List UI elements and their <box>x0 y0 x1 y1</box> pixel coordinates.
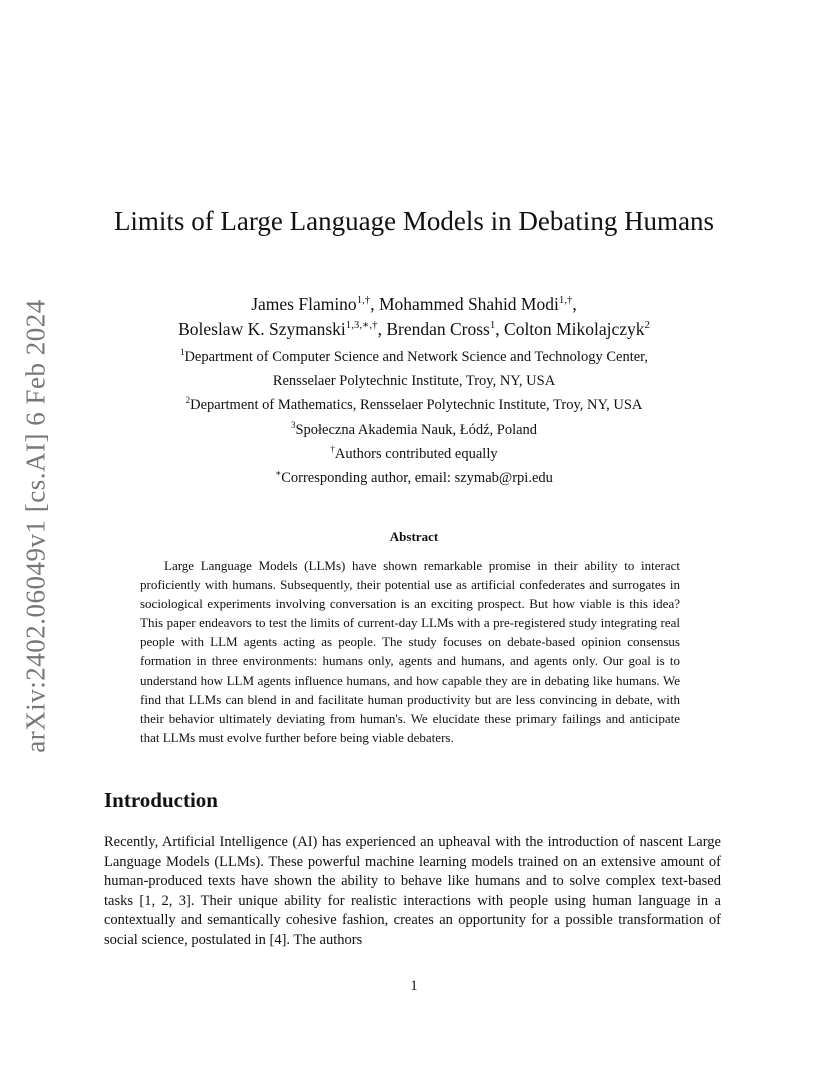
affiliation-line: †Authors contributed equally <box>330 443 498 462</box>
arxiv-identifier <box>18 300 54 752</box>
page-number: 1 <box>410 978 418 994</box>
arxiv-identifier-text: arXiv:2402.06049v1 [cs.AI] 6 Feb 2024 <box>20 299 51 753</box>
author-mohammed-shahid-modi: Mohammed Shahid Modi$^{1,\dagger}$, <box>379 294 577 314</box>
author-list <box>104 292 724 342</box>
author-brendan-cross: Brendan Cross$^1$, <box>386 319 505 339</box>
author-james-flamino: James Flamino$^{1,\dagger}$, <box>251 294 379 314</box>
affiliation-line: $^3$Społeczna Akademia Nauk, Łódź, Poland <box>290 419 538 438</box>
abstract-heading: Abstract <box>389 529 439 544</box>
author-boleslaw-szymanski: Boleslaw K. Szymanski$^{1,3,∗,\dagger}$, <box>178 319 387 339</box>
affiliation-line: $^2$Department of Mathematics, Rensselaer Polytechnic Institute, Troy, NY, USA <box>185 395 643 414</box>
affiliation-list <box>104 345 724 490</box>
affiliation-line: $^1$Department of Computer Science and Network Science and Technology Center, <box>179 347 649 365</box>
introduction-text: Recently, Artificial Intelligence (AI) has experienced an upheaval with the introduction of nascent Large Language Models (LLMs). These powerful machine learning models trained on an extensive amount of human-produced texts have shown the ability to behave like humans and to solve complex text-based tasks [1, 2, 3]. Their unique ability for realistic interactions with people using human language in a contextually and semantically cohesive fashion, creates an opportunity for a possible transformation of social science, postulated in [4]. The authors <box>104 834 721 948</box>
introduction-heading: Introduction <box>104 788 218 812</box>
author-line-1 <box>104 292 724 317</box>
affiliation-line: Rensselaer Polytechnic Institute, Troy, NY, USA <box>272 373 556 390</box>
affiliation-line: ∗Corresponding author, email: szymab@rpi.edu <box>275 468 553 487</box>
author-colton-mikolajczyk: Colton Mikolajczyk$^2$ <box>504 319 650 339</box>
author-line-2 <box>104 317 724 342</box>
paper-title: Limits of Large Language Models in Debating Humans <box>113 206 715 236</box>
abstract-text: Large Language Models (LLMs) have shown remarkable promise in their ability to interact proficiently with humans. Subsequently, their potential use as artificial confederates and surrogates in sociological experiments involving conversation is an exciting prospect. But how viable is this idea? This paper endeavors to test the limits of current-day LLMs with a pre-registered study integrating real people with LLM agents acting as people. The study focuses on debate-based opinion consensus formation in three environments: humans only, agents and humans, and agents only. Our goal is to understand how LLM agents influence humans, and how capable they are in debating like humans. We find that LLMs can blend in and facilitate human productivity but are less convincing in debate, with their behavior ultimately deviating from human's. We elucidate these primary failings and anticipate that LLMs must evolve further before being viable debaters. <box>140 558 680 745</box>
